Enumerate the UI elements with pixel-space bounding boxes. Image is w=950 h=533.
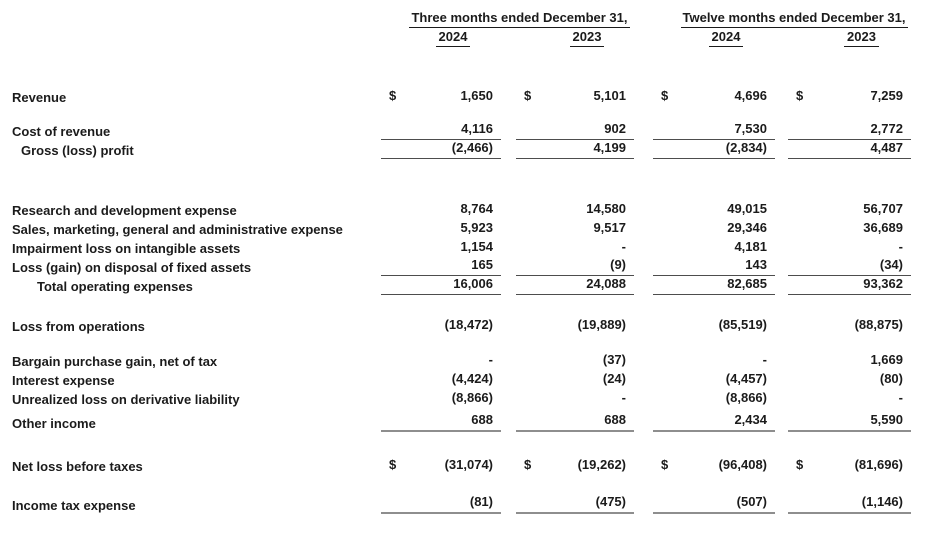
value-cell xyxy=(381,256,501,276)
value: 9,517 xyxy=(593,220,626,235)
value-cell xyxy=(653,120,775,140)
value-cell xyxy=(788,351,911,370)
value-cell xyxy=(381,87,501,106)
value: 8,764 xyxy=(460,201,493,216)
value-cell xyxy=(788,238,911,257)
value: 16,006 xyxy=(453,276,493,291)
row-label: Income tax expense xyxy=(12,498,136,513)
value-cell xyxy=(381,456,501,475)
dollar-sign: $ xyxy=(796,457,804,472)
value: (19,262) xyxy=(577,457,626,472)
dollar-sign: $ xyxy=(661,88,669,103)
year-2023-fy: 2023 xyxy=(844,28,879,47)
row-label: Other income xyxy=(12,416,96,431)
table-row-total_opex xyxy=(0,276,950,295)
dollar-sign: $ xyxy=(661,457,669,472)
value: (2,834) xyxy=(725,140,767,155)
value-cell xyxy=(788,316,911,335)
value-cell xyxy=(381,411,501,432)
value-cell xyxy=(788,256,911,276)
value: (24) xyxy=(602,371,626,386)
value-cell xyxy=(381,316,501,335)
value-cell xyxy=(381,238,501,257)
value: (81,696) xyxy=(854,457,903,472)
year-col-4 xyxy=(800,28,923,47)
value: (8,866) xyxy=(725,390,767,405)
table-row-sgna xyxy=(0,219,950,238)
value-cell xyxy=(516,238,634,257)
value-cell xyxy=(516,411,634,432)
value-cell xyxy=(653,87,775,106)
value-cell xyxy=(653,493,775,514)
row-label: Sales, marketing, general and administrative expense xyxy=(12,222,343,237)
value: 143 xyxy=(745,257,767,272)
dollar-sign: $ xyxy=(389,457,397,472)
value: 5,923 xyxy=(460,220,493,235)
value: (37) xyxy=(602,352,626,367)
table-row-net_loss_before_taxes xyxy=(0,456,950,475)
value: (2,466) xyxy=(451,140,493,155)
row-label: Net loss before taxes xyxy=(12,459,143,474)
table-row-revenue xyxy=(0,87,950,106)
year-2024-q: 2024 xyxy=(436,28,471,47)
value-cell xyxy=(653,275,775,295)
row-label: Loss from operations xyxy=(12,319,145,334)
value-cell xyxy=(788,456,911,475)
value: 688 xyxy=(604,412,626,427)
value-cell xyxy=(653,411,775,432)
value: 49,015 xyxy=(727,201,767,216)
value: 902 xyxy=(604,121,626,136)
value: 36,689 xyxy=(863,220,903,235)
value-cell xyxy=(653,238,775,257)
value: 7,530 xyxy=(734,121,767,136)
year-header-row xyxy=(0,28,950,47)
value: 4,181 xyxy=(734,239,767,254)
value-cell xyxy=(788,370,911,389)
value-cell xyxy=(516,87,634,106)
value-cell xyxy=(788,275,911,295)
value: 14,580 xyxy=(586,201,626,216)
table-body xyxy=(0,87,950,514)
period-header-row xyxy=(0,9,950,28)
value: (9) xyxy=(610,257,626,272)
value: 93,362 xyxy=(863,276,903,291)
value: 4,199 xyxy=(593,140,626,155)
value: (475) xyxy=(595,494,626,509)
table-row-unrealized_loss xyxy=(0,389,950,408)
value: 7,259 xyxy=(870,88,903,103)
year-2024-fy: 2024 xyxy=(709,28,744,47)
value: (85,519) xyxy=(718,317,767,332)
value: 24,088 xyxy=(586,276,626,291)
value-cell xyxy=(381,493,501,514)
value-cell xyxy=(516,370,634,389)
header-twelve-months xyxy=(665,9,923,28)
value-cell xyxy=(788,219,911,238)
value-cell xyxy=(653,219,775,238)
value-cell xyxy=(653,316,775,335)
value: - xyxy=(898,390,903,405)
year-col-1 xyxy=(393,28,513,47)
table-row-bargain_purchase_gain xyxy=(0,351,950,370)
value: 5,590 xyxy=(870,412,903,427)
value-cell xyxy=(381,139,501,159)
table-row-loss_gain_disposal xyxy=(0,257,950,276)
value: (96,408) xyxy=(718,457,767,472)
dollar-sign: $ xyxy=(389,88,397,103)
value-cell xyxy=(788,87,911,106)
value-cell xyxy=(516,275,634,295)
row-label: Revenue xyxy=(12,90,67,105)
value-cell xyxy=(516,493,634,514)
value: 2,772 xyxy=(870,121,903,136)
header-three-months xyxy=(393,9,646,28)
value: 688 xyxy=(471,412,493,427)
value: - xyxy=(762,352,767,367)
value: 1,154 xyxy=(460,239,493,254)
value-cell xyxy=(516,456,634,475)
value-cell xyxy=(788,120,911,140)
value-cell xyxy=(653,389,775,408)
value: (19,889) xyxy=(577,317,626,332)
year-2023-q: 2023 xyxy=(570,28,605,47)
dollar-sign: $ xyxy=(796,88,804,103)
value: 4,487 xyxy=(870,140,903,155)
row-label: Unrealized loss on derivative liability xyxy=(12,392,240,407)
value-cell xyxy=(516,120,634,140)
row-label: Interest expense xyxy=(12,373,115,388)
table-row-r_and_d xyxy=(0,200,950,219)
table-row-impairment xyxy=(0,238,950,257)
row-label: Research and development expense xyxy=(12,203,237,218)
value: (4,424) xyxy=(451,371,493,386)
value-cell xyxy=(653,139,775,159)
value-cell xyxy=(653,200,775,219)
value-cell xyxy=(653,370,775,389)
value: - xyxy=(898,239,903,254)
table-row-interest_expense xyxy=(0,370,950,389)
value: (81) xyxy=(469,494,493,509)
value-cell xyxy=(788,493,911,514)
table-row-gross_profit xyxy=(0,140,950,159)
value: (80) xyxy=(879,371,903,386)
value-cell xyxy=(788,389,911,408)
value-cell xyxy=(653,351,775,370)
value: (34) xyxy=(879,257,903,272)
value: (8,866) xyxy=(451,390,493,405)
value-cell xyxy=(516,351,634,370)
value-cell xyxy=(381,351,501,370)
dollar-sign: $ xyxy=(524,88,532,103)
row-label: Cost of revenue xyxy=(12,124,111,139)
value: (507) xyxy=(736,494,767,509)
value: 56,707 xyxy=(863,201,903,216)
row-label: Loss (gain) on disposal of fixed assets xyxy=(12,260,252,275)
value-cell xyxy=(516,389,634,408)
value-cell xyxy=(516,219,634,238)
year-col-2 xyxy=(528,28,646,47)
value-cell xyxy=(381,389,501,408)
value-cell xyxy=(788,411,911,432)
dollar-sign: $ xyxy=(524,457,532,472)
table-row-income_tax_expense xyxy=(0,495,950,514)
value-cell xyxy=(516,139,634,159)
row-label: Total operating expenses xyxy=(37,279,193,294)
value-cell xyxy=(381,120,501,140)
value: (31,074) xyxy=(444,457,493,472)
value: 1,669 xyxy=(870,352,903,367)
value-cell xyxy=(788,139,911,159)
value-cell xyxy=(381,275,501,295)
value: 4,696 xyxy=(734,88,767,103)
year-col-3 xyxy=(665,28,787,47)
row-label: Bargain purchase gain, net of tax xyxy=(12,354,218,369)
value: 29,346 xyxy=(727,220,767,235)
table-row-cost_of_revenue xyxy=(0,121,950,140)
value: 82,685 xyxy=(727,276,767,291)
value: (4,457) xyxy=(725,371,767,386)
value: (1,146) xyxy=(861,494,903,509)
value: - xyxy=(488,352,493,367)
value: 1,650 xyxy=(460,88,493,103)
value-cell xyxy=(516,316,634,335)
value: 4,116 xyxy=(461,121,493,136)
value: 2,434 xyxy=(734,412,767,427)
value-cell xyxy=(381,370,501,389)
value: - xyxy=(621,239,626,254)
value-cell xyxy=(516,200,634,219)
value: - xyxy=(621,390,626,405)
row-label: Gross (loss) profit xyxy=(21,143,134,158)
value-cell xyxy=(381,200,501,219)
value-cell xyxy=(653,256,775,276)
value-cell xyxy=(516,256,634,276)
value: 5,101 xyxy=(593,88,626,103)
table-row-other_income xyxy=(0,413,950,432)
value-cell xyxy=(788,200,911,219)
header-three-months-label: Three months ended December 31, xyxy=(409,9,629,28)
header-twelve-months-label: Twelve months ended December 31, xyxy=(681,9,908,28)
table-row-loss_from_operations xyxy=(0,316,950,335)
value: (18,472) xyxy=(444,317,493,332)
value-cell xyxy=(381,219,501,238)
value: (88,875) xyxy=(854,317,903,332)
row-label: Impairment loss on intangible assets xyxy=(12,241,241,256)
value: 165 xyxy=(471,257,493,272)
value-cell xyxy=(653,456,775,475)
